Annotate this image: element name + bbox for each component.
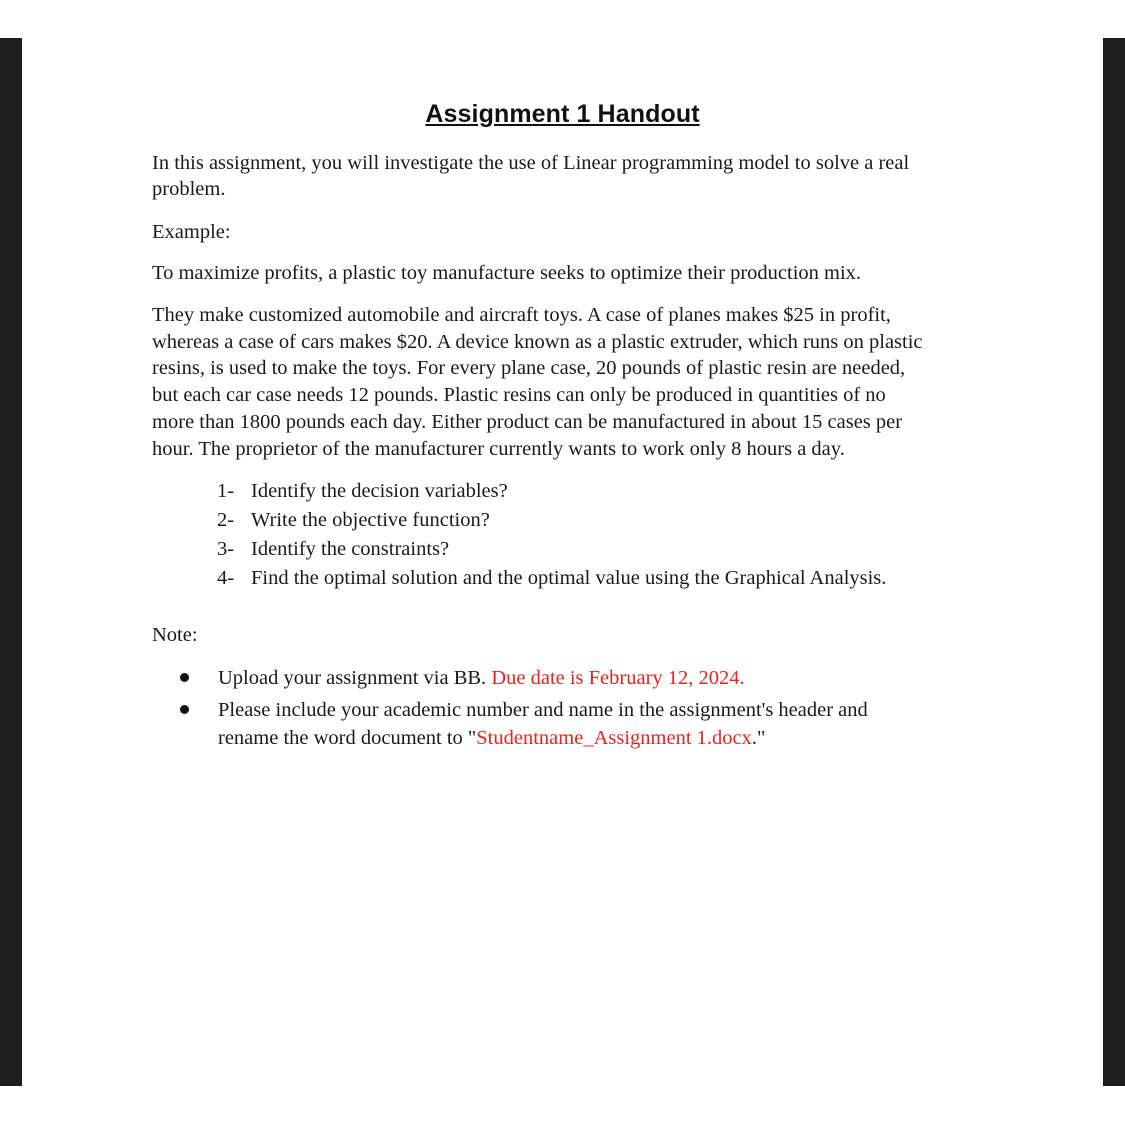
question-item-2	[217, 507, 490, 533]
question-number: 1-	[217, 480, 235, 502]
upload-text: Upload your assignment via BB.	[218, 667, 492, 689]
left-frame-bar	[0, 38, 22, 1086]
problem-line-2: whereas a case of cars makes $20. A device known as a plastic extruder, which runs on plastic	[152, 331, 923, 353]
problem-line-3: resins, is used to make the toys. For every plane case, 20 pounds of plastic resin are needed,	[152, 357, 906, 379]
filename-text: Studentname_Assignment 1.docx	[476, 727, 752, 749]
question-item-4	[217, 565, 886, 591]
intro-line-2: problem.	[152, 178, 226, 200]
question-number: 4-	[217, 567, 235, 589]
problem-line-5: more than 1800 pounds each day. Either product can be manufactured in about 15 cases per	[152, 411, 903, 433]
intro-line-1: In this assignment, you will investigate the use of Linear programming model to solve a real	[152, 152, 910, 174]
note-text	[218, 664, 745, 692]
problem-line-6: hour. The proprietor of the manufacturer currently wants to work only 8 hours a day.	[152, 438, 845, 460]
note-label: Note:	[152, 624, 198, 646]
question-number: 2-	[217, 509, 235, 531]
question-text: Identify the decision variables?	[251, 480, 508, 502]
goal-line: To maximize profits, a plastic toy manufacture seeks to optimize their production mix.	[152, 262, 862, 284]
question-item-3	[217, 536, 449, 562]
rename-prefix: rename the word document to "	[218, 727, 477, 749]
bullet-icon	[180, 705, 189, 714]
bullet-icon	[180, 673, 189, 682]
question-number: 3-	[217, 538, 235, 560]
document-title: Assignment 1 Handout	[425, 100, 700, 128]
example-label: Example:	[152, 221, 231, 243]
include-text: Please include your academic number and name in the assignment's header and	[218, 699, 868, 721]
question-text: Identify the constraints?	[251, 538, 450, 560]
problem-line-1: They make customized automobile and aircraft toys. A case of planes makes $25 in profit,	[152, 304, 891, 326]
rename-suffix: ."	[751, 727, 766, 749]
rename-text	[218, 724, 765, 752]
problem-line-4: but each car case needs 12 pounds. Plastic resins can only be produced in quantities of no	[152, 384, 886, 406]
question-item-1	[217, 478, 508, 504]
due-date-text: Due date is February 12, 2024.	[491, 667, 745, 689]
question-text: Find the optimal solution and the optimal value using the Graphical Analysis.	[251, 567, 887, 589]
right-frame-bar	[1103, 38, 1125, 1086]
question-text: Write the objective function?	[251, 509, 490, 531]
